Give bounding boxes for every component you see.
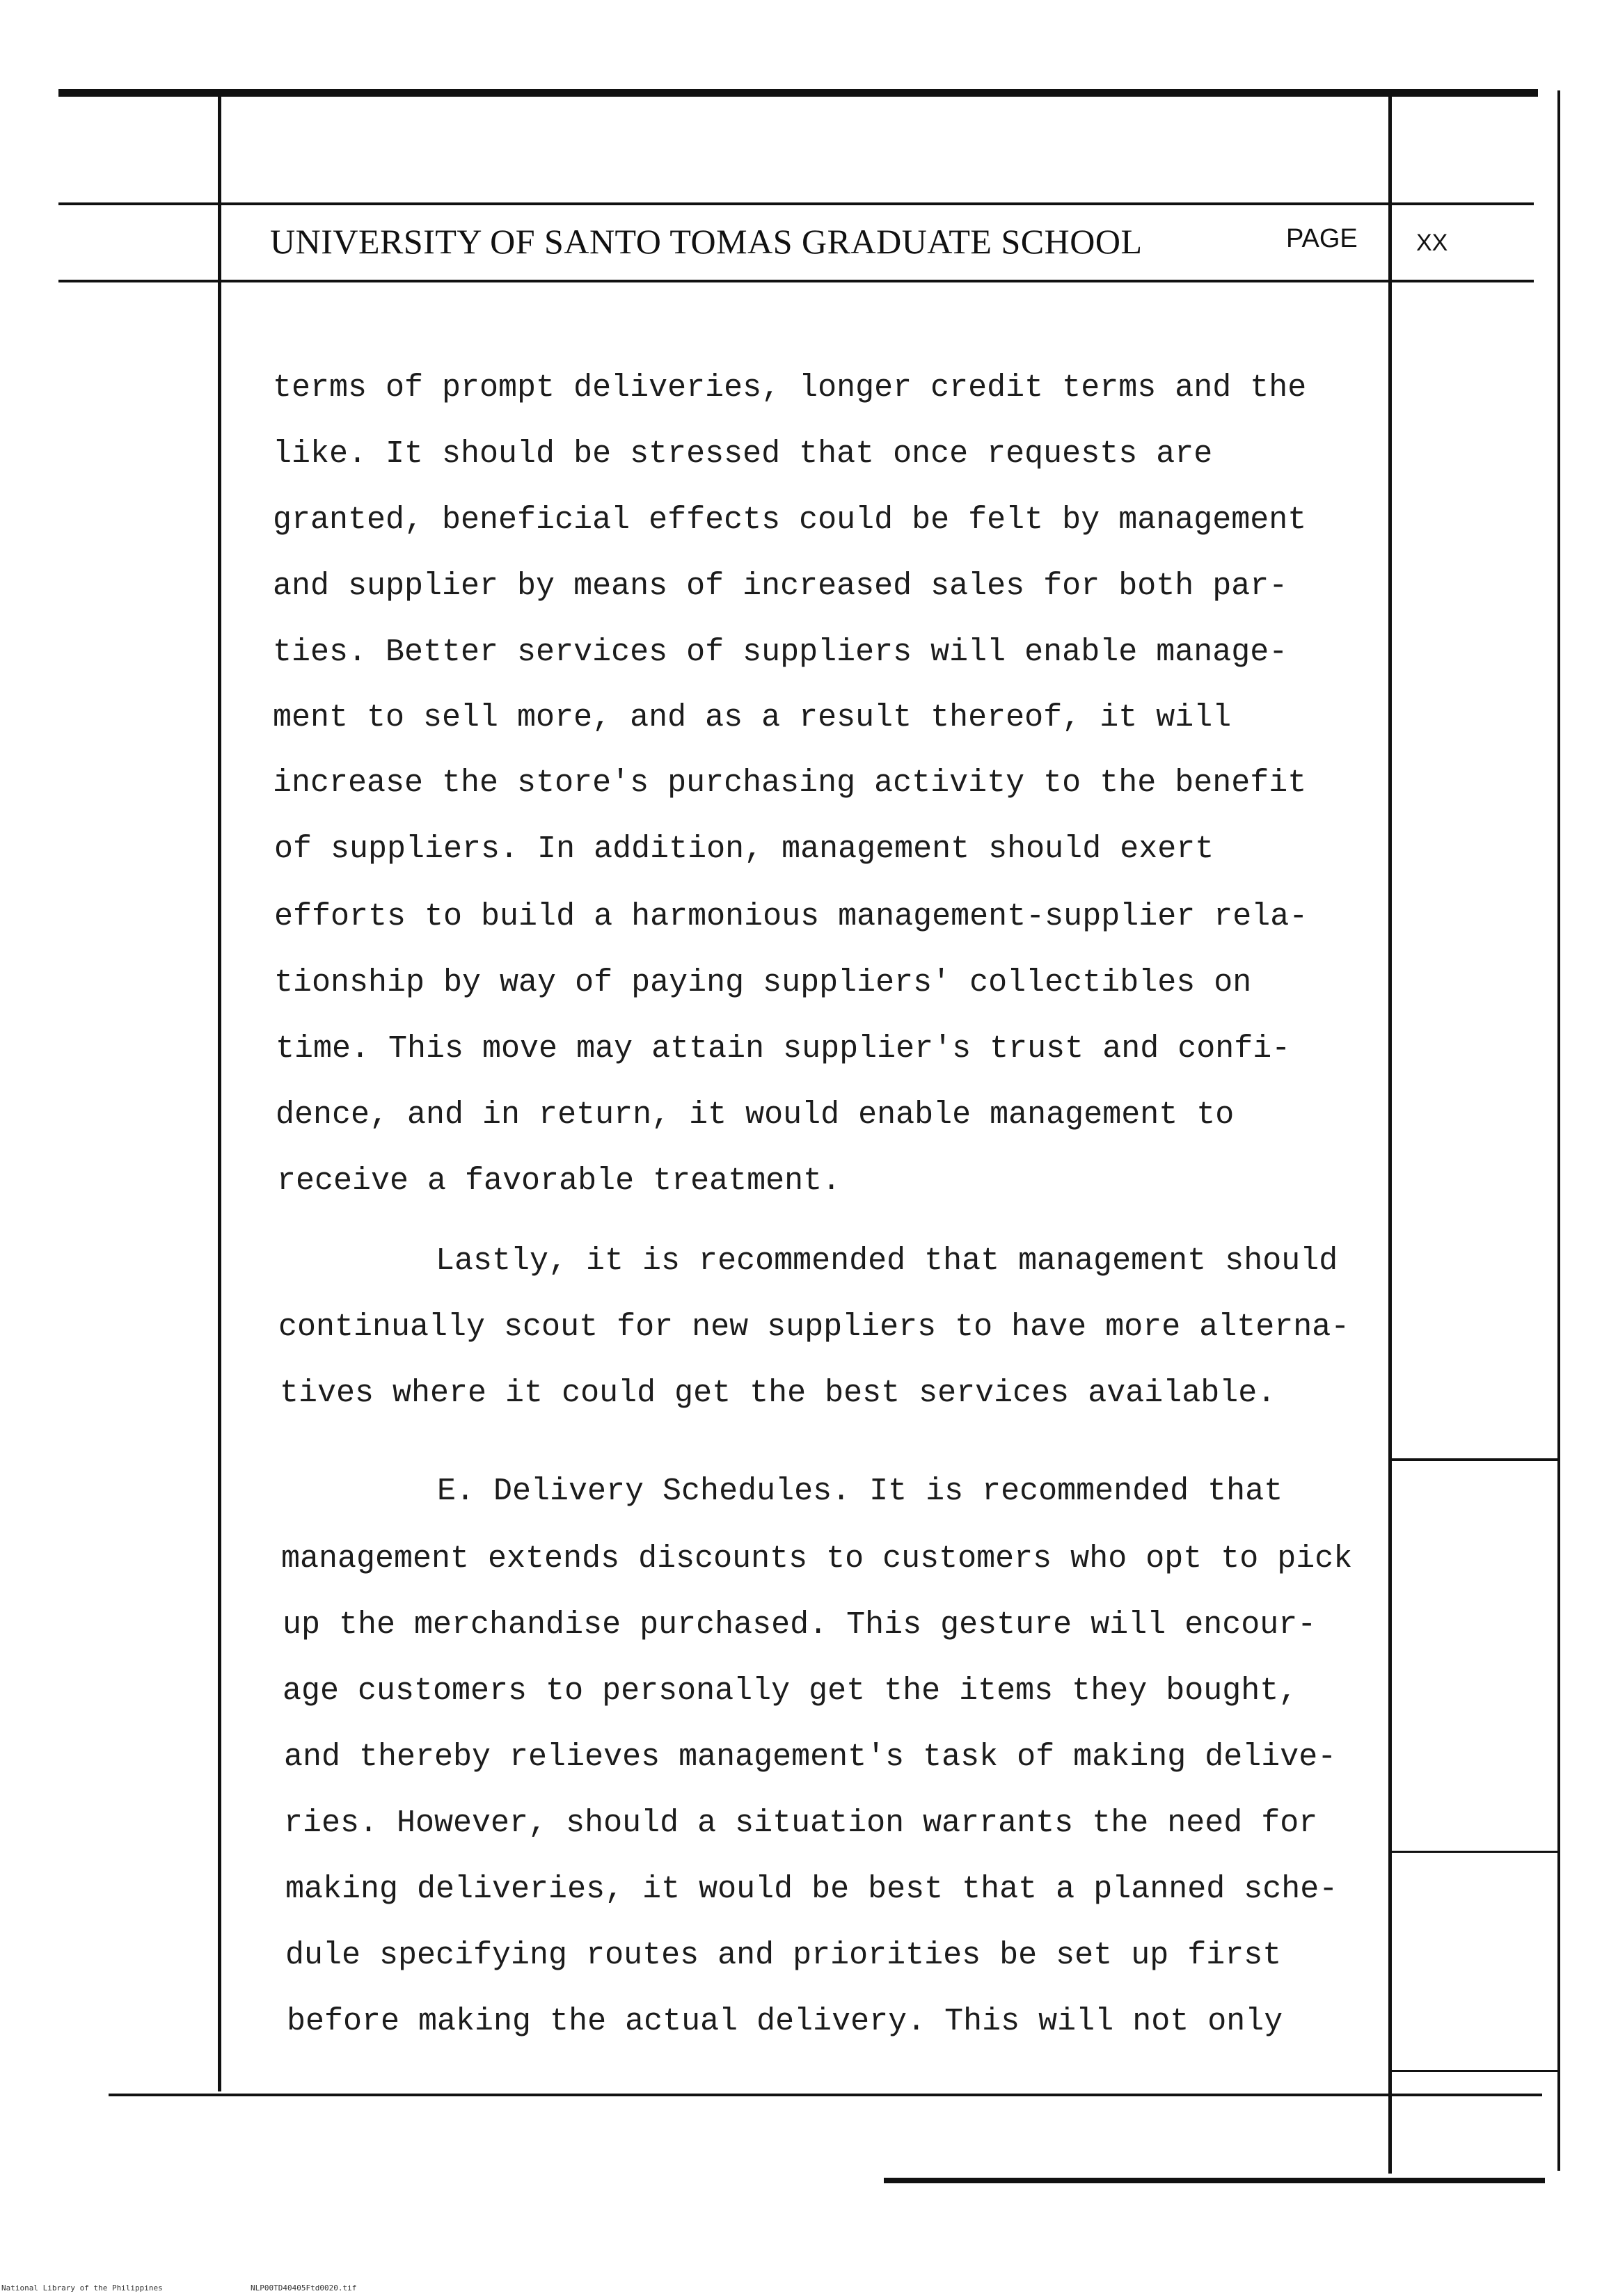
right-column-rule: [1388, 93, 1392, 2174]
margin-tick-rule: [1392, 2070, 1559, 2072]
text-line: ment to sell more, and as a result thereof, it will: [273, 700, 1232, 735]
text-line: and thereby relieves management's task of making delive-: [284, 1739, 1337, 1775]
bottom-border-rule: [109, 2094, 1542, 2096]
margin-tick-rule: [1390, 1458, 1559, 1461]
right-edge-rule: [1557, 90, 1560, 2171]
text-line: and supplier by means of increased sales for both par-: [273, 568, 1288, 604]
text-line: tionship by way of paying suppliers' collectibles on: [274, 965, 1252, 1000]
text-line: making deliveries, it would be best that a planned sche-: [285, 1872, 1338, 1907]
top-border-rule: [58, 89, 1538, 97]
text-line: before making the actual delivery. This will not only: [287, 2004, 1283, 2039]
text-line: time. This move may attain supplier's trust and confi-: [276, 1031, 1291, 1067]
text-line: ties. Better services of suppliers will enable manage-: [273, 635, 1288, 670]
text-line: increase the store's purchasing activity to the benefit: [273, 765, 1307, 801]
text-line: continually scout for new suppliers to have more alterna-: [278, 1309, 1350, 1345]
text-line: E. Delivery Schedules. It is recommended that: [437, 1474, 1283, 1509]
text-line: terms of prompt deliveries, longer credit terms and the: [273, 370, 1307, 406]
text-line: efforts to build a harmonious management-supplier rela-: [274, 899, 1308, 934]
text-line: receive a favorable treatment.: [277, 1163, 841, 1199]
text-line: Lastly, it is recommended that management should: [436, 1243, 1338, 1279]
text-line: of suppliers. In addition, management should exert: [274, 831, 1214, 867]
text-line: granted, beneficial effects could be felt by management: [273, 502, 1307, 538]
header-bottom-rule: [58, 280, 1534, 282]
text-line: age customers to personally get the items they bought,: [283, 1673, 1298, 1709]
page-label: PAGE: [1286, 224, 1358, 253]
bottom-heavy-rule: [884, 2178, 1545, 2183]
text-line: dence, and in return, it would enable management to: [276, 1097, 1235, 1133]
margin-tick-rule: [1390, 1851, 1559, 1853]
text-line: ries. However, should a situation warrants the need for: [284, 1805, 1318, 1841]
text-line: dule specifying routes and priorities be set up first: [285, 1938, 1282, 1973]
header-top-rule: [58, 202, 1534, 205]
text-line: management extends discounts to customers who opt to pick: [281, 1541, 1353, 1577]
text-line: up the merchandise purchased. This gesture will encour-: [283, 1607, 1317, 1643]
footer-file-caption: NLP00TD40405Ftd0020.tif: [251, 2283, 357, 2293]
text-line: tives where it could get the best services available.: [280, 1376, 1276, 1411]
text-line: like. It should be stressed that once requests are: [273, 436, 1213, 472]
page-header-title: UNIVERSITY OF SANTO TOMAS GRADUATE SCHOOL: [270, 222, 1143, 261]
left-margin-rule: [218, 93, 221, 2091]
page-number: XX: [1416, 230, 1448, 256]
footer-library-caption: National Library of the Philippines: [1, 2283, 163, 2293]
